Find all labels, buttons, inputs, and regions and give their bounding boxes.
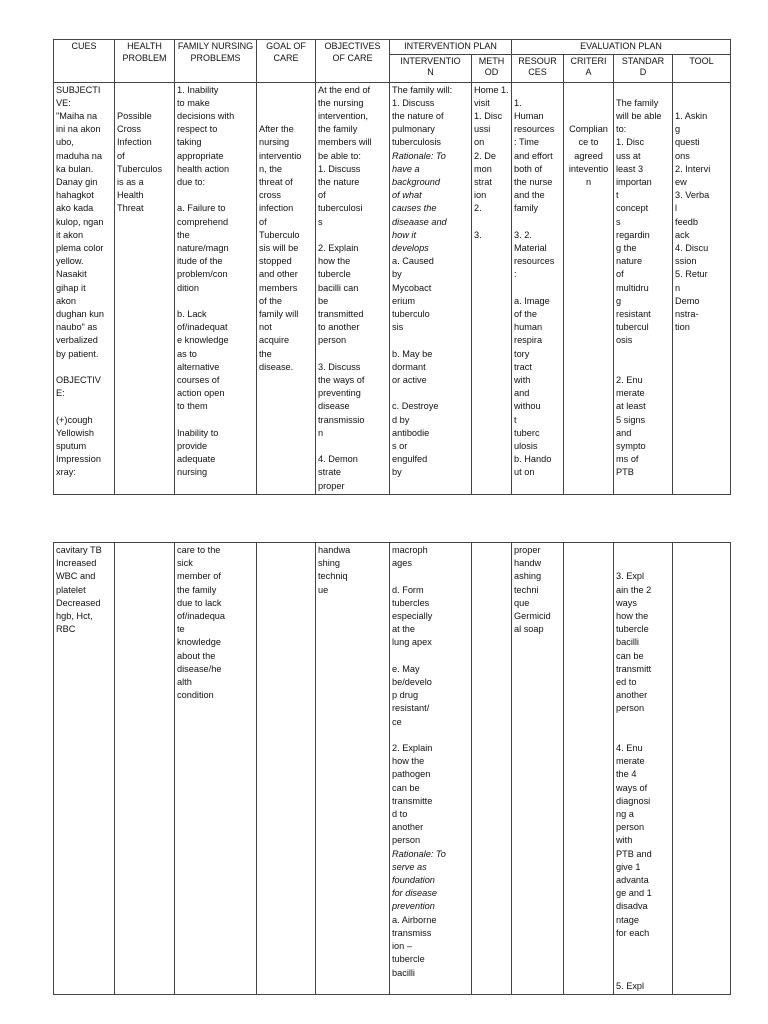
cell-objectives-of-care: At the end of the nursing intervention, the family members will be able to: 1. Discuss the nature of tuberculosi s 2. Explain how the tubercle bacilli can be transmitted to another person 3. Discuss the ways of preventing disease transmissio n 4. Demon strate proper [316,82,390,494]
cell-family-nursing-problems: 1. Inability to make decisions with respect to taking appropriate health action due to: a. Failure to comprehend the nature/magn itude of the problem/con dition b. Lack of/inadequat e knowledge as to alternative courses of action open to them Inability to provide adequate nursing [175,82,257,494]
cell-tool [673,543,731,995]
cell-standard: 3. Expl ain the 2 ways how the tubercle bacilli can be transmitt ed to another person 4. Enu merate the 4 ways of diagnosi ng a person with PTB and give 1 advanta ge and 1 disadva ntage for each 5. Expl [614,543,673,995]
header-objectives-of-care: OBJECTIVES OF CARE [316,40,390,83]
header-method: METH OD [472,54,512,82]
cell-resources: 1. Human resources : Time and effort both of the nurse and the family 3. 2. Material resources : a. Image of the human respira tory tract with and withou t tuberc ulosis b. Hando ut on [512,82,564,494]
header-intervention-plan: INTERVENTION PLAN [390,40,512,55]
nursing-care-plan-table-page-2 [53,542,731,995]
cell-criteria: Complian ce to agreed inteventio n [564,82,614,494]
intervention-rationale: Rationale: To serve as foundation for disease prevention [392,848,446,912]
header-intervention: INTERVENTIO N [390,54,472,82]
cell-cues: cavitary TB Increased WBC and platelet Decreased hgb, Hct, RBC [54,543,115,995]
cell-family-nursing-problems: care to the sick member of the family due to lack of/inadequa te knowledge about the disease/he alth condition [175,543,257,995]
header-resources: RESOUR CES [512,54,564,82]
header-tool: TOOL [673,54,731,82]
cell-intervention [390,543,472,995]
cell-method: Home 1. visit 1. Disc ussi on 2. De mon strat ion 2. 3. [472,82,512,494]
cell-intervention [390,82,472,494]
header-evaluation-plan: EVALUATION PLAN [512,40,731,55]
cell-health-problem: Possible Cross Infection of Tuberculos is as a Health Threat [115,82,175,494]
cell-standard: The family will be able to: 1. Disc uss at least 3 importan t concept s regardin g the nature of multidru g resistant tubercul osis 2. Enu merate at least 5 signs and sympto ms of PTB [614,82,673,494]
nursing-care-plan-table-page-1 [53,39,731,495]
cell-objectives-of-care: handwa shing techniq ue [316,543,390,995]
cell-method [472,543,512,995]
intervention-details: a. Airborne transmiss ion – tubercle bacilli [392,914,437,978]
cell-goal-of-care [257,543,316,995]
cell-tool: 1. Askin g questi ons 2. Intervi ew 3. Verba l feedb ack 4. Discu ssion 5. Retur n Demo nstra- tion [673,82,731,494]
page-2 [53,542,730,991]
cell-resources: proper handw ashing techni que Germicid al soap [512,543,564,995]
table-row [54,543,731,995]
cell-health-problem [115,543,175,995]
header-family-nursing-problems: FAMILY NURSING PROBLEMS [175,40,257,83]
intervention-details: a. Caused by Mycobact erium tuberculo sis b. May be dormant or active c. Destroye d by antibodie s or engulfed by [392,256,439,478]
header-health-problem: HEALTH PROBLEM [115,40,175,83]
page-1 [53,39,730,491]
header-criteria: CRITERI A [564,54,614,82]
header-goal-of-care: GOAL OF CARE [257,40,316,83]
header-cues: CUES [54,40,115,83]
table-row [54,82,731,494]
intervention-rationale: Rationale: To have a background of what causes the diseaase and how it develops [392,150,447,253]
cell-cues: SUBJECTI VE: "Maiha na ini na akon ubo, maduha na ka bulan. Danay gin hahagkot ako kada kulop, ngan it akon plema color yellow. Nasakit gihap it akon dughan kun naubo" as verbalized by patient. OBJECTIV E: (+)cough Yellowish sputum Impression xray: [54,82,115,494]
intervention-text: macroph ages d. Form tubercles especially at the lung apex e. May be/develo p drug resistant/ ce 2. Explain how the pathogen can be transmitte d to another person [392,545,433,846]
header-row-1 [54,40,731,55]
intervention-text: The family will: 1. Discuss the nature of pulmonary tuberculosis [392,84,453,148]
cell-criteria [564,543,614,995]
cell-goal-of-care: After the nursing interventio n, the threat of cross infection of Tuberculo sis will be stopped and other members of the family will not acquire the disease. [257,82,316,494]
header-standard: STANDAR D [614,54,673,82]
